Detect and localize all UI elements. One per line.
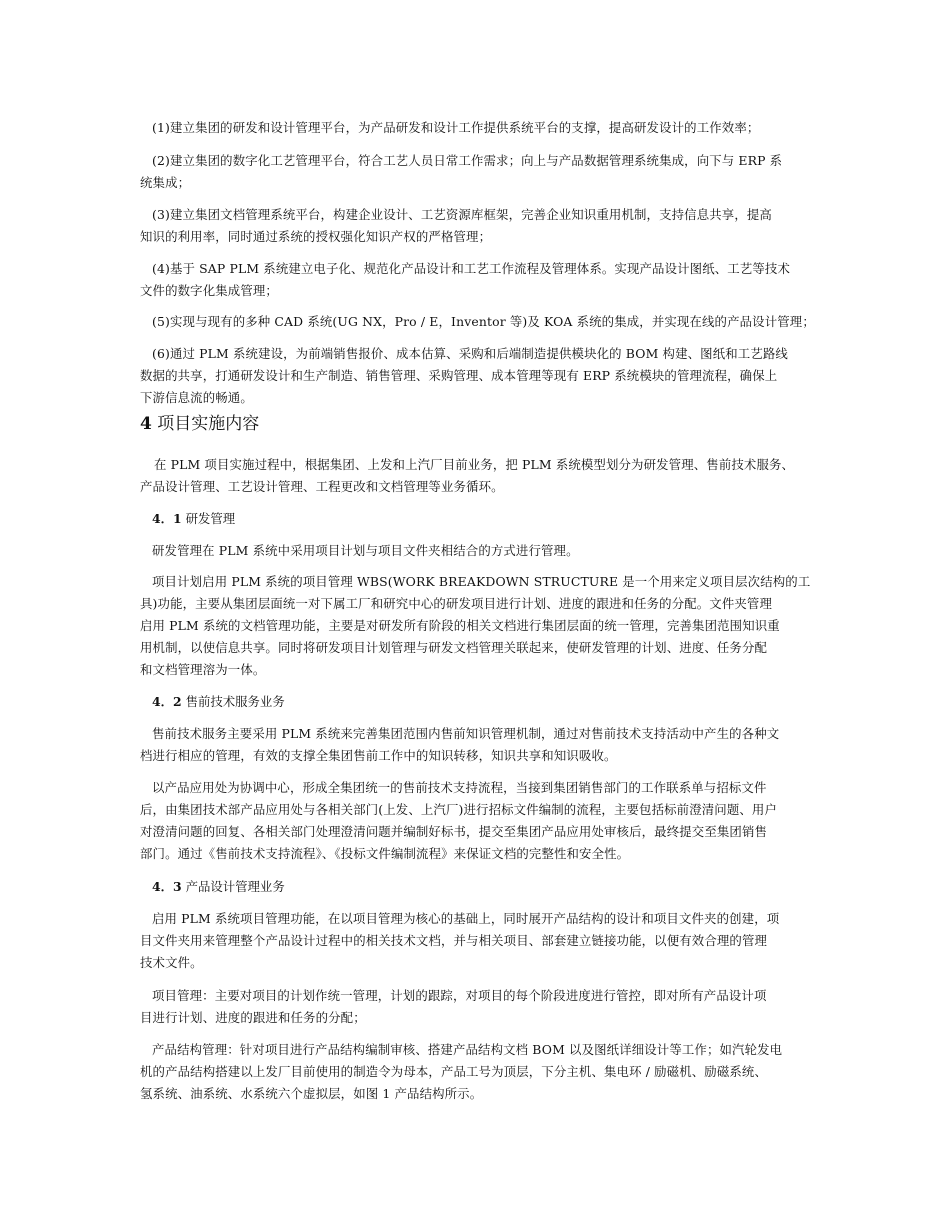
section-4-3-number: 4．3: [152, 879, 182, 894]
goal-2: (2)建立集团的数字化工艺管理平台，符合工艺人员日常工作需求；向上与产品数据管理系统集成，向下与 ERP 系 统集成；: [140, 153, 783, 190]
goal-6: (6)通过 PLM 系统建设，为前端销售报价、成本估算、采购和后端制造提供模块化的 BOM 构建、图纸和工艺路线 数据的共享，打通研发设计和生产制造、销售管理、采购管理、成本管理等现有 ERP 系统模块的管理流程，确保上 下游信息流的畅通。: [140, 346, 788, 405]
section-4-3-para-2: 项目管理：主要对项目的计划作统一管理，计划的跟踪，对项目的每个阶段进度进行管控，即对所有产品设计项 目进行计划、进度的跟进和任务的分配；: [140, 988, 767, 1025]
goal-3: (3)建立集团文档管理系统平台，构建企业设计、工艺资源库框架，完善企业知识重用机制，支持信息共享，提高 知识的利用率，同时通过系统的授权强化知识产权的严格管理；: [140, 207, 772, 244]
section-4-heading: [140, 412, 259, 436]
section-4-3-para-3: 产品结构管理：针对项目进行产品结构编制审核、搭建产品结构文档 BOM 以及图纸详细设计等工作；如汽轮发电 机的产品结构搭建以上发厂目前使用的制造令为母本，产品工号为顶层，下分主机、集电环 / 励磁机、励磁系统、 氢系统、油系统、水系统六个虚拟层，如图 1 产品结构所示。: [140, 1042, 783, 1101]
section-4-2-heading: [152, 691, 285, 713]
section-4-2-title: 售前技术服务业务: [185, 694, 285, 709]
section-4-title: 项目实施内容: [157, 414, 260, 434]
section-4-1-para-2: 项目计划启用 PLM 系统的项目管理 WBS(WORK BREAKDOWN STRUCTURE 是一个用来定义项目层次结构的工 具)功能，主要从集团层面统一对下属工厂和研究中心的研发项目进行计划、进度的跟进和任务的分配。文件夹管理 启用 PLM 系统的文档管理功能，主要是对研发所有阶段的相关文档进行集团层面的统一管理，完善集团范围知识重 用机制，以使信息共享。同时将研发项目计划管理与研发文档管理关联起来，使研发管理的计划、进度、任务分配 和文档管理溶为一体。: [140, 574, 811, 677]
section-4-2-para-2: 以产品应用处为协调中心，形成全集团统一的售前技术支持流程，当接到集团销售部门的工作联系单与招标文件 后，由集团技术部产品应用处与各相关部门(上发、上汽厂)进行招标文件编制的流程，主要包括标前澄清问题、用户 对澄清问题的回复、各相关部门处理澄清问题并编制好标书，提交至集团产品应用处审核后，最终提交至集团销售 部门。通过《售前技术支持流程》、《投标文件编制流程》来保证文档的完整性和安全性。: [140, 780, 777, 861]
goal-4: (4)基于 SAP PLM 系统建立电子化、规范化产品设计和工艺工作流程及管理体系。实现产品设计图纸、工艺等技术 文件的数字化集成管理；: [140, 261, 790, 298]
section-4-3-heading: [152, 876, 285, 898]
section-4-intro: 在 PLM 项目实施过程中，根据集团、上发和上汽厂目前业务，把 PLM 系统模型划分为研发管理、售前技术服务、 产品设计管理、工艺设计管理、工程更改和文档管理等业务循环。: [140, 457, 795, 494]
section-4-1-heading: [152, 508, 235, 530]
goal-5: (5)实现与现有的多种 CAD 系统(UG NX，Pro / E，Inventor 等)及 KOA 系统的集成，并实现在线的产品设计管理；: [152, 314, 815, 329]
section-4-1-number: 4．1: [152, 511, 182, 526]
section-4-1-title: 研发管理: [185, 511, 236, 526]
section-4-2-number: 4．2: [152, 694, 182, 709]
section-4-2-para-1: 售前技术服务主要采用 PLM 系统来完善集团范围内售前知识管理机制，通过对售前技术支持活动中产生的各种文 档进行相应的管理，有效的支撑全集团售前工作中的知识转移，知识共享和知识吸收。: [140, 726, 780, 763]
section-4-3-para-1: 启用 PLM 系统项目管理功能，在以项目管理为核心的基础上，同时展开产品结构的设计和项目文件夹的创建，项 目文件夹用来管理整个产品设计过程中的相关技术文档，并与相关项目、部套建立链接功能，以便有效合理的管理 技术文件。: [140, 911, 780, 970]
section-4-3-title: 产品设计管理业务: [185, 879, 285, 894]
goal-1: (1)建立集团的研发和设计管理平台，为产品研发和设计工作提供系统平台的支撑，提高研发设计的工作效率；: [152, 120, 760, 135]
section-4-1-para-1: 研发管理在 PLM 系统中采用项目计划与项目文件夹相结合的方式进行管理。: [152, 543, 579, 558]
section-4-number: 4: [140, 414, 152, 434]
